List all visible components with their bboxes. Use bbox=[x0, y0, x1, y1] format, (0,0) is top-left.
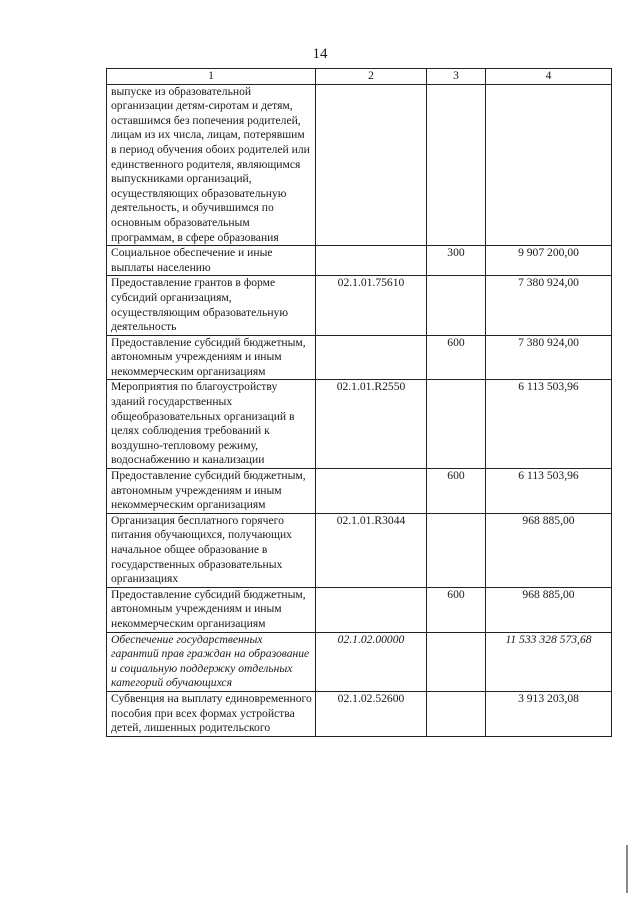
row-kvr-cell bbox=[427, 84, 486, 246]
table-row bbox=[107, 513, 612, 587]
table-row bbox=[107, 84, 612, 246]
table-row bbox=[107, 335, 612, 380]
table-body bbox=[107, 84, 612, 736]
table-row bbox=[107, 276, 612, 335]
row-code-cell bbox=[316, 587, 427, 632]
row-name-cell: Социальное обеспечение и иные выплаты населению bbox=[107, 246, 316, 276]
table-header bbox=[107, 69, 612, 85]
row-sum-cell: 7 380 924,00 bbox=[486, 276, 612, 335]
header-row bbox=[107, 69, 612, 85]
row-kvr-cell bbox=[427, 632, 486, 691]
table-row bbox=[107, 380, 612, 469]
header-col-2: 2 bbox=[316, 69, 427, 85]
row-sum-cell: 6 113 503,96 bbox=[486, 469, 612, 514]
row-sum-cell: 9 907 200,00 bbox=[486, 246, 612, 276]
row-kvr-cell: 600 bbox=[427, 335, 486, 380]
row-name-cell: Субвенция на выплату единовременного пособия при всех формах устройства детей, лишенных родительского bbox=[107, 691, 316, 736]
row-name-cell: Предоставление грантов в форме субсидий организациям, осуществляющим образовательную деятельность bbox=[107, 276, 316, 335]
row-sum-cell: 3 913 203,08 bbox=[486, 691, 612, 736]
header-col-3: 3 bbox=[427, 69, 486, 85]
header-col-1: 1 bbox=[107, 69, 316, 85]
budget-table bbox=[106, 68, 612, 737]
row-kvr-cell: 600 bbox=[427, 469, 486, 514]
row-kvr-cell: 600 bbox=[427, 587, 486, 632]
row-name-cell: Организация бесплатного горячего питания обучающихся, получающих начальное общее образование в государственных образовательных организациях bbox=[107, 513, 316, 587]
table-row bbox=[107, 587, 612, 632]
scan-edge-mark bbox=[626, 845, 628, 893]
row-code-cell: 02.1.01.R2550 bbox=[316, 380, 427, 469]
row-sum-cell bbox=[486, 84, 612, 246]
row-code-cell bbox=[316, 469, 427, 514]
row-kvr-cell: 300 bbox=[427, 246, 486, 276]
row-name-cell: Предоставление субсидий бюджетным, автономным учреждениям и иным некоммерческим организациям bbox=[107, 469, 316, 514]
row-code-cell: 02.1.02.00000 bbox=[316, 632, 427, 691]
row-name-cell: Предоставление субсидий бюджетным, автономным учреждениям и иным некоммерческим организациям bbox=[107, 587, 316, 632]
row-sum-cell: 968 885,00 bbox=[486, 587, 612, 632]
row-code-cell: 02.1.01.R3044 bbox=[316, 513, 427, 587]
row-kvr-cell bbox=[427, 691, 486, 736]
row-name-cell: Обеспечение государственных гарантий прав граждан на образование и социальную поддержку отдельных категорий обучающихся bbox=[107, 632, 316, 691]
table-row bbox=[107, 632, 612, 691]
row-sum-cell: 11 533 328 573,68 bbox=[486, 632, 612, 691]
row-code-cell: 02.1.01.75610 bbox=[316, 276, 427, 335]
table-row bbox=[107, 246, 612, 276]
table-row bbox=[107, 691, 612, 736]
row-code-cell bbox=[316, 246, 427, 276]
row-name-cell: Предоставление субсидий бюджетным, автономным учреждениям и иным некоммерческим организациям bbox=[107, 335, 316, 380]
row-name-cell: выпуске из образовательной организации детям-сиротам и детям, оставшимся без попечения родителей, лицам из их числа, лицам, потерявшим в период обучения обоих родителей или единственного родителя, являющимся выпускниками организаций, осуществляющих образовательную деятельность, и обучившимся по основным образовательным программам, в сфере образования bbox=[107, 84, 316, 246]
row-code-cell: 02.1.02.52600 bbox=[316, 691, 427, 736]
row-code-cell bbox=[316, 84, 427, 246]
row-kvr-cell bbox=[427, 513, 486, 587]
row-code-cell bbox=[316, 335, 427, 380]
row-kvr-cell bbox=[427, 276, 486, 335]
row-sum-cell: 7 380 924,00 bbox=[486, 335, 612, 380]
header-col-4: 4 bbox=[486, 69, 612, 85]
table-row bbox=[107, 469, 612, 514]
page-number: 14 bbox=[312, 46, 328, 62]
row-kvr-cell bbox=[427, 380, 486, 469]
row-name-cell: Мероприятия по благоустройству зданий государственных общеобразовательных организаций в целях соблюдения требований к воздушно-тепловому режиму, водоснабжению и канализации bbox=[107, 380, 316, 469]
row-sum-cell: 968 885,00 bbox=[486, 513, 612, 587]
row-sum-cell: 6 113 503,96 bbox=[486, 380, 612, 469]
